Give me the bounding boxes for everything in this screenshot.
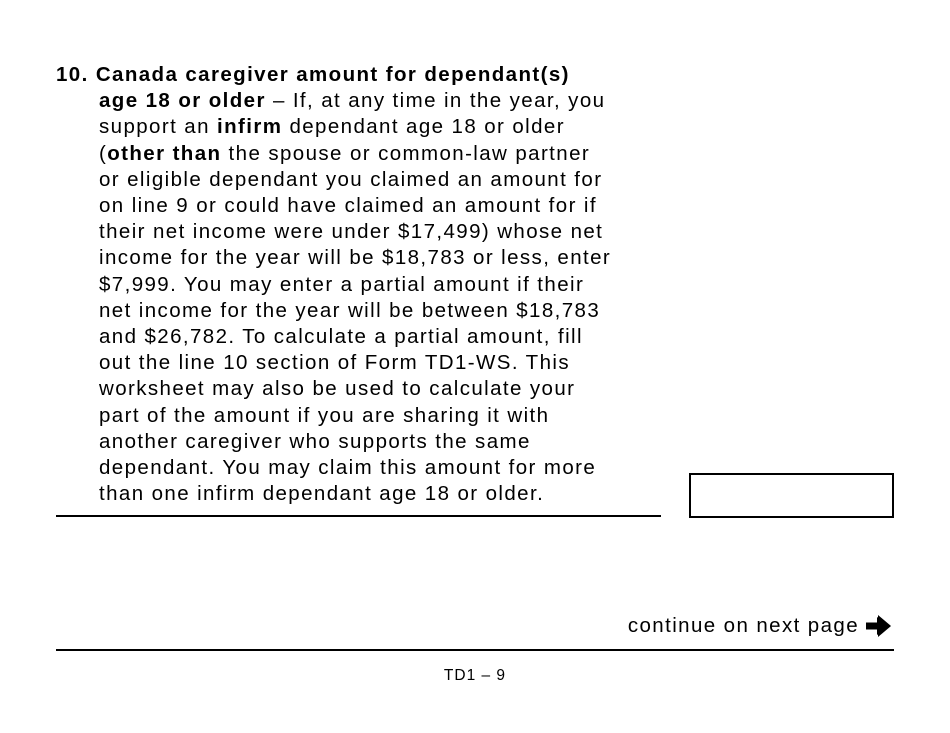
page-divider bbox=[56, 649, 894, 651]
body-line: worksheet may also be used to calculate your bbox=[99, 377, 576, 401]
section-line-3: support an infirm dependant age 18 or older bbox=[99, 115, 565, 139]
body-line: than one infirm dependant age 18 or older. bbox=[99, 482, 545, 506]
section-title-line1 bbox=[56, 62, 660, 88]
section-line-2: age 18 or older – If, at any time in the year, you bbox=[99, 89, 606, 113]
amount-input-box[interactable] bbox=[689, 473, 894, 518]
page-number: TD1 – 9 bbox=[443, 667, 507, 684]
section-title-cont: age 18 or older bbox=[99, 89, 266, 113]
body-line: their net income were under $17,499) whose net bbox=[99, 220, 604, 244]
section-title: Canada caregiver amount for dependant(s) bbox=[95, 63, 570, 86]
section-line-4: (other than the spouse or common-law partner bbox=[99, 141, 591, 165]
right-arrow-icon bbox=[865, 614, 893, 638]
body-line: and $26,782. To calculate a partial amount, fill bbox=[99, 325, 583, 349]
section-number: 10. bbox=[56, 63, 89, 86]
continue-text: continue on next page bbox=[627, 614, 859, 637]
body-line: or eligible dependant you claimed an amount for bbox=[99, 167, 603, 191]
section-10 bbox=[56, 62, 660, 507]
body-line: income for the year will be $18,783 or less, enter bbox=[99, 246, 612, 270]
body-line: net income for the year will be between $18,783 bbox=[99, 298, 601, 322]
body-line: on line 9 or could have claimed an amount for if bbox=[99, 194, 597, 218]
body-line: dependant. You may claim this amount for more bbox=[99, 456, 597, 480]
section-divider bbox=[56, 515, 661, 517]
body-line: another caregiver who supports the same bbox=[99, 429, 531, 453]
body-line: part of the amount if you are sharing it with bbox=[99, 403, 550, 427]
continue-note bbox=[628, 614, 893, 638]
body-line: out the line 10 section of Form TD1-WS. This bbox=[99, 351, 571, 375]
body-line: $7,999. You may enter a partial amount if their bbox=[99, 272, 585, 296]
